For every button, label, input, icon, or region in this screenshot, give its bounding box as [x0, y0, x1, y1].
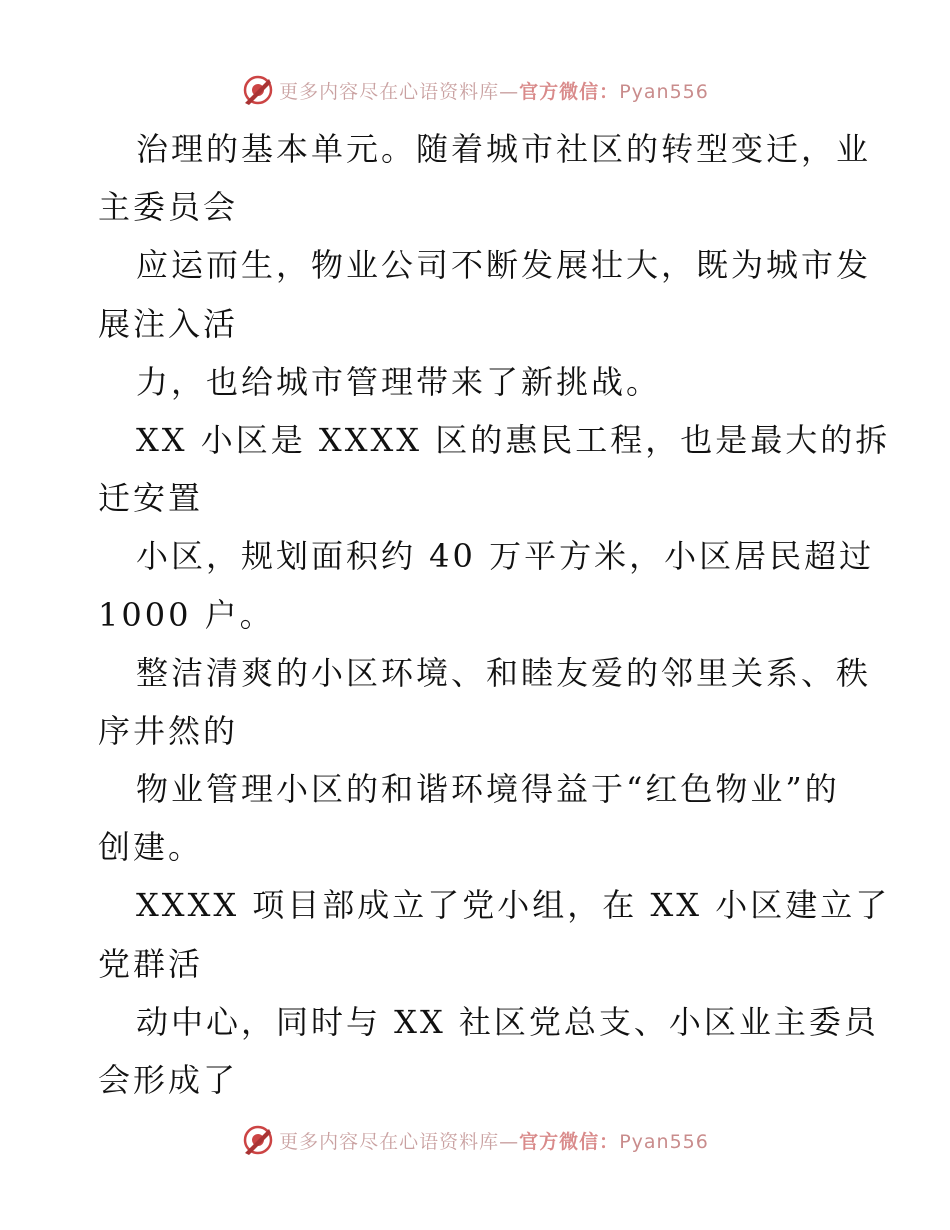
header-watermark	[0, 70, 950, 110]
text-line: 序井然的	[98, 711, 239, 750]
text-line: 展注入活	[98, 304, 239, 343]
text-line: 创建。	[98, 828, 204, 867]
text-line: 主委员会	[98, 188, 239, 227]
text-line: 会形成了	[98, 1061, 239, 1099]
watermark-main-text: 更多内容尽在心语资料库	[279, 80, 500, 103]
watermark-wechat-id: Pyan556	[619, 1130, 709, 1153]
watermark-wechat-label: 官方微信：	[519, 1130, 620, 1153]
watermark-wechat-id: Pyan556	[619, 80, 709, 103]
text-line: 动中心，同时与 XX 社区党总支、小区业主委员	[136, 1002, 879, 1041]
text-line: 小区，规划面积约 40 万平方米，小区居民超过	[136, 537, 875, 576]
text-line: 力，也给城市管理带来了新挑战。	[136, 362, 662, 401]
watermark-separator: —	[499, 1130, 520, 1153]
watermark-separator: —	[499, 80, 520, 103]
text-line: 治理的基本单元。随着城市社区的转型变迁，业	[136, 130, 872, 168]
quill-logo-icon	[241, 73, 275, 107]
text-line: 物业管理小区的和谐环境得益于“红色物业”的	[136, 770, 840, 809]
text-line: XX 小区是 XXXX 区的惠民工程，也是最大的拆	[136, 420, 891, 459]
watermark-main-text: 更多内容尽在心语资料库	[279, 1130, 500, 1153]
text-line: XXXX 项目部成立了党小组，在 XX 小区建立了	[136, 886, 891, 925]
text-line: 整洁清爽的小区环境、和睦友爱的邻里关系、秩	[136, 653, 872, 692]
document-body	[98, 120, 891, 1109]
text-line: 党群活	[98, 944, 204, 983]
quill-logo-icon	[241, 1123, 275, 1157]
watermark-wechat-label: 官方微信：	[519, 80, 620, 103]
text-line: 1000 户。	[98, 595, 275, 634]
footer-watermark	[0, 1120, 950, 1160]
text-line: 迁安置	[98, 479, 204, 518]
text-line: 应运而生，物业公司不断发展壮大，既为城市发	[136, 246, 872, 285]
